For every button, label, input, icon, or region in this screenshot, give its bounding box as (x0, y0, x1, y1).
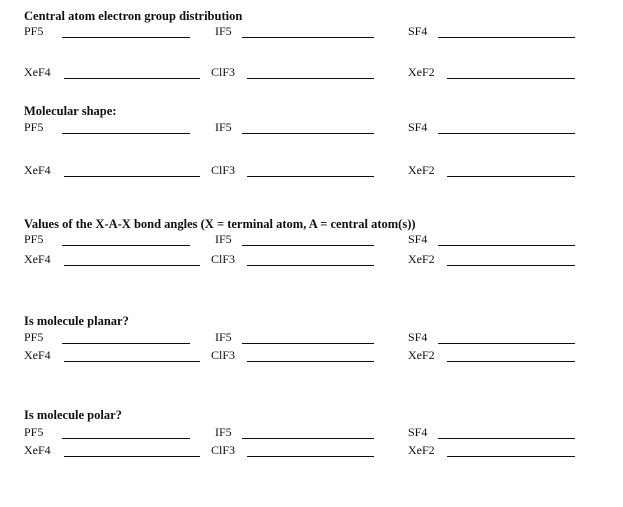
molecule-label: IF5 (215, 330, 232, 344)
answer-line (247, 78, 374, 79)
molecule-label: PF5 (24, 24, 44, 38)
answer-field-sf4-electron-group[interactable] (408, 24, 427, 39)
molecule-label: XeF4 (24, 348, 51, 362)
answer-line (247, 361, 374, 362)
answer-line (447, 361, 575, 362)
answer-line (62, 438, 190, 439)
answer-field-xef4-bond-angles[interactable] (24, 252, 51, 267)
answer-field-pf5-shape[interactable] (24, 120, 43, 135)
answer-line (438, 438, 575, 439)
answer-line (447, 176, 575, 177)
answer-field-xef2-polar[interactable] (408, 443, 435, 458)
molecule-label: ClF3 (211, 348, 236, 362)
answer-field-pf5-bond-angles[interactable] (24, 232, 43, 247)
answer-line (62, 245, 190, 246)
section-heading-bond-angles: Values of the X-A-X bond angles (X = terminal atom, A = central atom(s)) (24, 217, 416, 231)
answer-field-clf3-bond-angles[interactable] (211, 252, 235, 267)
answer-line (62, 133, 190, 134)
molecule-label: XeF2 (408, 252, 435, 266)
molecule-label: XeF2 (408, 348, 435, 362)
answer-field-clf3-electron-group[interactable] (211, 65, 235, 80)
answer-line (62, 37, 190, 38)
molecule-label: XeF4 (24, 252, 51, 266)
answer-field-sf4-bond-angles[interactable] (408, 232, 427, 247)
section-heading-molecular-shape: Molecular shape: (24, 104, 117, 118)
molecule-label: XeF4 (24, 443, 51, 457)
molecule-label: ClF3 (211, 65, 236, 79)
answer-line (62, 343, 190, 344)
answer-field-xef4-shape[interactable] (24, 163, 51, 178)
molecule-label: IF5 (215, 425, 232, 439)
answer-line (64, 78, 200, 79)
molecule-label: SF4 (408, 120, 428, 134)
answer-line (447, 265, 575, 266)
answer-line (247, 176, 374, 177)
molecule-label: PF5 (24, 120, 44, 134)
answer-field-xef2-electron-group[interactable] (408, 65, 435, 80)
molecule-label: IF5 (215, 120, 232, 134)
molecule-label: IF5 (215, 24, 232, 38)
molecule-label: ClF3 (211, 252, 236, 266)
answer-field-sf4-planar[interactable] (408, 330, 427, 345)
molecule-label: XeF2 (408, 65, 435, 79)
molecule-label: XeF4 (24, 163, 51, 177)
answer-field-xef2-planar[interactable] (408, 348, 435, 363)
answer-field-xef4-polar[interactable] (24, 443, 51, 458)
molecule-label: XeF4 (24, 65, 51, 79)
molecule-label: SF4 (408, 425, 428, 439)
molecule-label: PF5 (24, 425, 44, 439)
section-heading-planar: Is molecule planar? (24, 314, 129, 328)
answer-field-if5-electron-group[interactable] (215, 24, 232, 39)
answer-field-clf3-polar[interactable] (211, 443, 235, 458)
answer-field-xef4-planar[interactable] (24, 348, 51, 363)
answer-field-xef4-electron-group[interactable] (24, 65, 51, 80)
answer-line (447, 456, 575, 457)
answer-field-if5-polar[interactable] (215, 425, 232, 440)
molecule-label: SF4 (408, 330, 428, 344)
answer-line (242, 438, 374, 439)
answer-line (64, 176, 200, 177)
answer-field-sf4-shape[interactable] (408, 120, 427, 135)
section-heading-electron-group: Central atom electron group distribution (24, 9, 243, 23)
answer-line (64, 456, 200, 457)
answer-line (438, 133, 575, 134)
answer-field-pf5-planar[interactable] (24, 330, 43, 345)
molecule-label: ClF3 (211, 443, 236, 457)
molecule-label: SF4 (408, 24, 428, 38)
molecule-label: IF5 (215, 232, 232, 246)
answer-line (447, 78, 575, 79)
answer-field-clf3-planar[interactable] (211, 348, 235, 363)
answer-line (247, 456, 374, 457)
answer-line (242, 133, 374, 134)
section-heading-polar: Is molecule polar? (24, 408, 122, 422)
answer-field-pf5-electron-group[interactable] (24, 24, 43, 39)
answer-line (242, 245, 374, 246)
molecule-label: PF5 (24, 232, 44, 246)
answer-field-if5-bond-angles[interactable] (215, 232, 232, 247)
answer-line (64, 265, 200, 266)
answer-line (64, 361, 200, 362)
answer-line (242, 37, 374, 38)
answer-field-clf3-shape[interactable] (211, 163, 235, 178)
molecule-label: XeF2 (408, 163, 435, 177)
answer-line (242, 343, 374, 344)
answer-line (438, 37, 575, 38)
answer-field-pf5-polar[interactable] (24, 425, 43, 440)
molecule-label: XeF2 (408, 443, 435, 457)
molecule-label: ClF3 (211, 163, 236, 177)
answer-line (247, 265, 374, 266)
answer-field-xef2-shape[interactable] (408, 163, 435, 178)
molecule-label: SF4 (408, 232, 428, 246)
answer-field-if5-shape[interactable] (215, 120, 232, 135)
answer-field-if5-planar[interactable] (215, 330, 232, 345)
molecule-label: PF5 (24, 330, 44, 344)
answer-field-sf4-polar[interactable] (408, 425, 427, 440)
answer-field-xef2-bond-angles[interactable] (408, 252, 435, 267)
answer-line (438, 343, 575, 344)
answer-line (438, 245, 575, 246)
